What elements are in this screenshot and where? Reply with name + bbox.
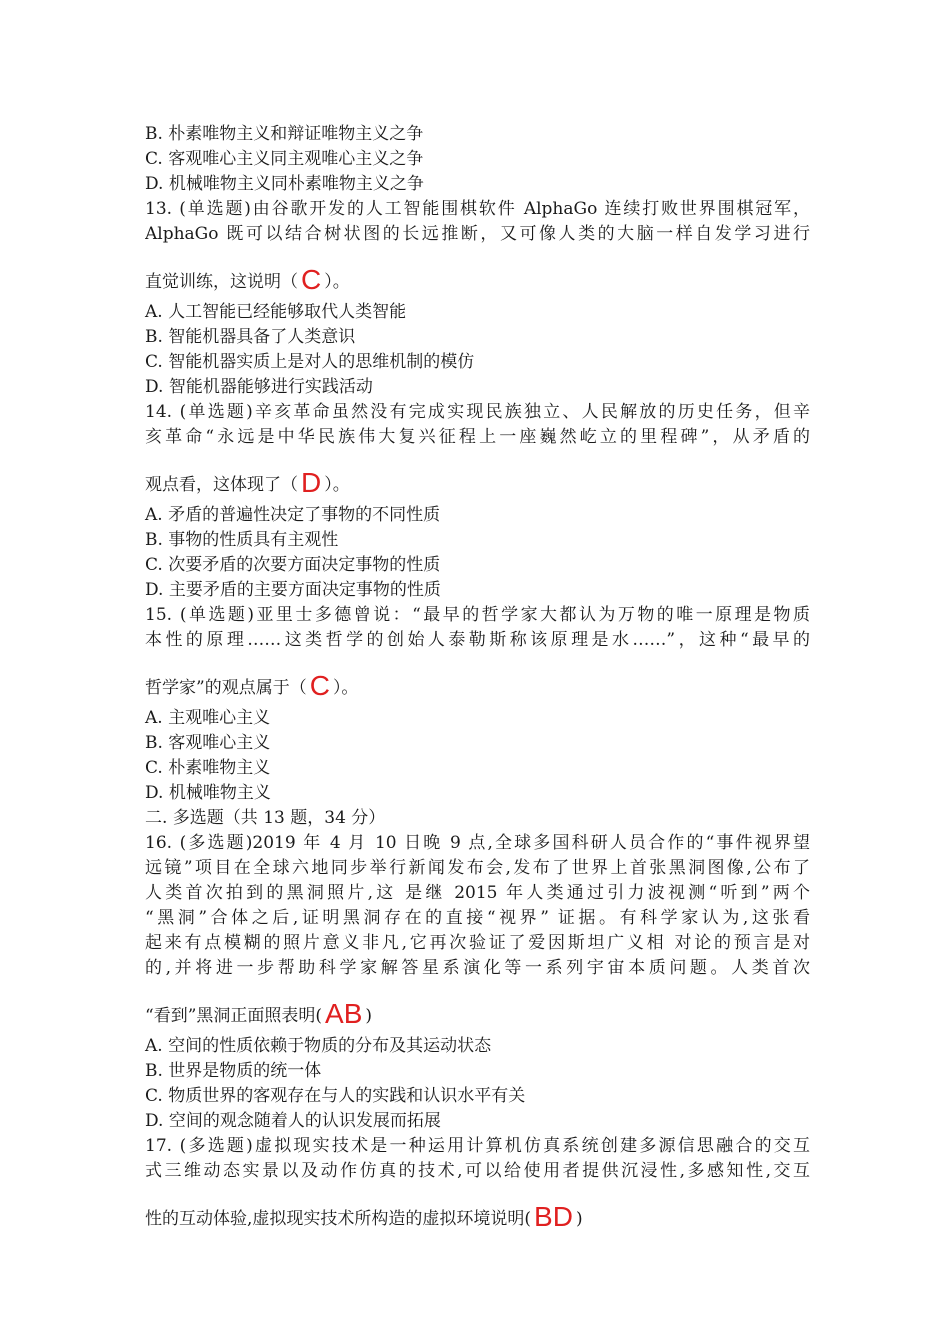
q12-option-b: B. 朴素唯物主义和辩证唯物主义之争 <box>145 124 424 144</box>
q16-answer: AB <box>325 998 363 1029</box>
q16-stem-text: “看到”黑洞正面照表明( <box>145 1006 323 1026</box>
q14-stem-close: ）。 <box>324 475 350 495</box>
q16-stem-close: ) <box>365 1006 373 1026</box>
q14-stem-line-3 <box>145 463 810 503</box>
q16-option-b: B. 世界是物质的统一体 <box>145 1061 322 1081</box>
q13-stem-close: ）。 <box>324 272 350 292</box>
q14-stem-line-2: 亥革命“永远是中华民族伟大复兴征程上一座巍然屹立的里程碑”，从矛盾的 <box>145 427 810 447</box>
q15-stem-line-1: 15. (单选题)亚里士多德曾说：“最早的哲学家大都认为万物的唯一原理是物质 <box>145 605 810 625</box>
q15-stem-text: 哲学家”的观点属于（ <box>145 678 307 698</box>
q13-stem-text: 直觉训练，这说明（ <box>145 272 298 292</box>
q16-stem-line-1: 16. (多选题)2019 年 4 月 10 日晚 9 点,全球多国科研人员合作的“事件视界望 <box>145 833 810 853</box>
q13-option-d: D. 智能机器能够进行实践活动 <box>145 377 373 397</box>
q17-stem-line-2: 式三维动态实景以及动作仿真的技术,可以给使用者提供沉浸性,多感知性,交互 <box>145 1161 810 1181</box>
q16-option-c: C. 物质世界的客观存在与人的实践和认识水平有关 <box>145 1086 526 1106</box>
q14-option-c: C. 次要矛盾的次要方面决定事物的性质 <box>145 555 441 575</box>
q12-option-d: D. 机械唯物主义同朴素唯物主义之争 <box>145 174 424 194</box>
q13-answer: C <box>301 264 322 295</box>
q12-option-c: C. 客观唯心主义同主观唯心主义之争 <box>145 149 424 169</box>
q16-stem-line-7 <box>145 994 810 1034</box>
q17-stem-text: 性的互动体验,虚拟现实技术所构造的虚拟环境说明( <box>145 1209 532 1229</box>
q15-option-b: B. 客观唯心主义 <box>145 733 271 753</box>
q17-stem-line-3 <box>145 1197 810 1237</box>
q13-option-a: A. 人工智能已经能够取代人类智能 <box>145 302 407 322</box>
q16-stem-line-3: 人类首次拍到的黑洞照片,这 是继 2015 年人类通过引力波视测“听到”两个 <box>145 883 810 903</box>
q16-option-a: A. 空间的性质依赖于物质的分布及其运动状态 <box>145 1036 492 1056</box>
q14-stem-text: 观点看，这体现了（ <box>145 475 298 495</box>
q17-stem-close: ) <box>575 1209 583 1229</box>
q16-stem-line-5: 起来有点模糊的照片意义非凡,它再次验证了爱因斯坦广义相 对论的预言是对 <box>145 933 810 953</box>
q16-option-d: D. 空间的观念随着人的认识发展而拓展 <box>145 1111 441 1131</box>
q14-option-b: B. 事物的性质具有主观性 <box>145 530 339 550</box>
q13-stem-line-1: 13. (单选题)由谷歌开发的人工智能围棋软件 AlphaGo 连续打败世界围棋冠军， <box>145 199 810 219</box>
q13-option-c: C. 智能机器实质上是对人的思维机制的模仿 <box>145 352 475 372</box>
q15-stem-close: ）。 <box>332 678 359 698</box>
q14-stem-line-1: 14. (单选题)辛亥革命虽然没有完成实现民族独立、人民解放的历史任务，但辛 <box>145 402 810 422</box>
q14-option-a: A. 矛盾的普遍性决定了事物的不同性质 <box>145 505 441 525</box>
q13-stem-line-2: AlphaGo 既可以结合树状图的长远推断，又可像人类的大脑一样自发学习进行 <box>145 224 810 244</box>
q15-stem-line-3 <box>145 666 810 706</box>
q15-stem-line-2: 本性的原理……这类哲学的创始人泰勒斯称该原理是水……”，这种“最早的 <box>145 630 810 650</box>
q14-option-d: D. 主要矛盾的主要方面决定事物的性质 <box>145 580 441 600</box>
q16-stem-line-2: 远镜”项目在全球六地同步举行新闻发布会,发布了世界上首张黑洞图像,公布了 <box>145 858 810 878</box>
q15-answer: C <box>309 670 330 701</box>
section-heading-multiple-choice: 二. 多选题（共 13 题，34 分） <box>145 808 386 828</box>
q13-stem-line-3 <box>145 260 810 300</box>
q17-stem-line-1: 17. (多选题)虚拟现实技术是一种运用计算机仿真系统创建多源信思融合的交互 <box>145 1136 810 1156</box>
q15-option-c: C. 朴素唯物主义 <box>145 758 271 778</box>
q15-option-a: A. 主观唯心主义 <box>145 708 271 728</box>
q13-option-b: B. 智能机器具备了人类意识 <box>145 327 356 347</box>
q15-option-d: D. 机械唯物主义 <box>145 783 271 803</box>
q16-stem-line-4: “黑洞”合体之后,证明黑洞存在的直接“视界” 证据。有科学家认为,这张看 <box>145 908 810 928</box>
q17-answer: BD <box>534 1201 573 1232</box>
q16-stem-line-6: 的,并将进一步帮助科学家解答星系演化等一系列宇宙本质问题。人类首次 <box>145 958 810 978</box>
q14-answer: D <box>301 467 322 498</box>
question-list <box>145 122 810 1237</box>
